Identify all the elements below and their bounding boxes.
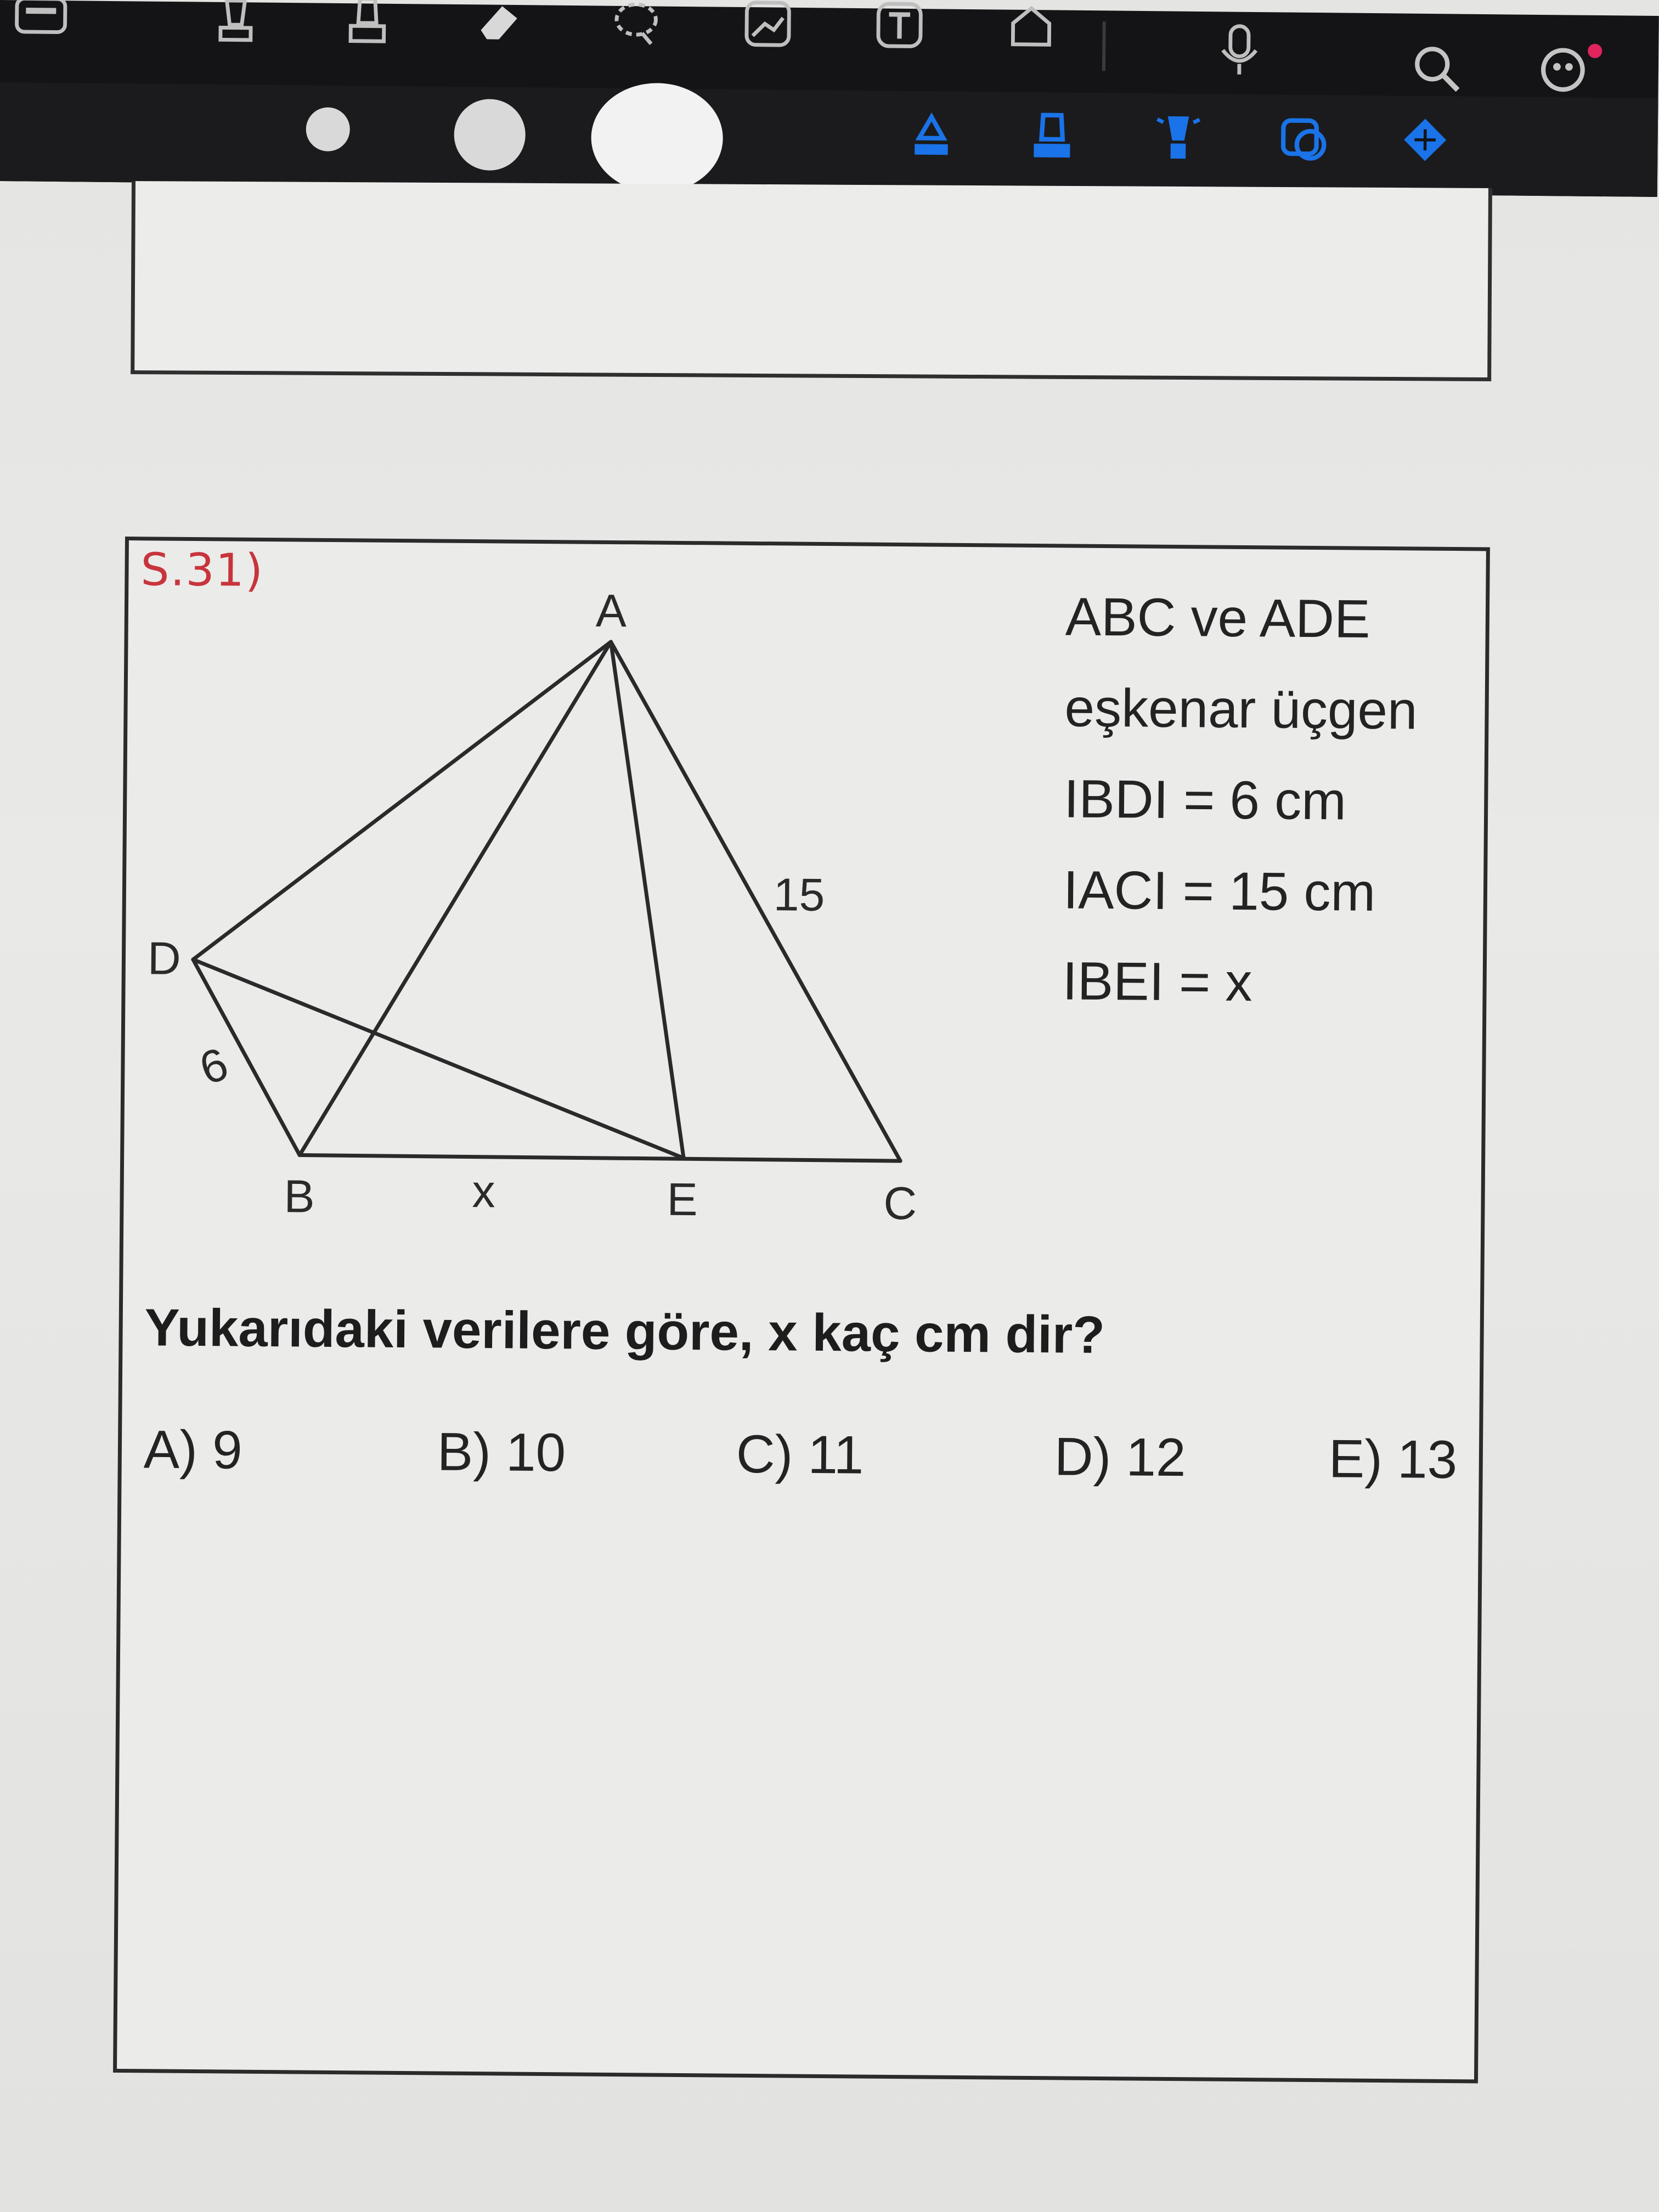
microphone-icon[interactable]	[1206, 17, 1273, 83]
recording-indicator	[1588, 44, 1602, 58]
choice-c[interactable]: C) 11	[736, 1423, 864, 1485]
choice-b[interactable]: B) 10	[437, 1421, 566, 1483]
side-label-ac: 15	[773, 868, 825, 921]
segment-ad	[193, 639, 611, 963]
pen-size-large[interactable]	[591, 82, 724, 193]
choice-e[interactable]: E) 13	[1328, 1428, 1458, 1490]
given-line: eşkenar üçgen	[1064, 677, 1418, 741]
pen-size-small[interactable]	[306, 107, 350, 151]
keyboard-icon[interactable]	[8, 0, 74, 50]
segment-ac	[607, 642, 904, 1161]
shapes-icon[interactable]	[998, 0, 1064, 60]
question-card	[113, 537, 1490, 2083]
segment-ab	[300, 640, 611, 1158]
given-line: IACI = 15 cm	[1063, 859, 1376, 922]
segment-bc	[300, 1155, 900, 1161]
previous-question-box	[131, 181, 1492, 381]
lasso-icon[interactable]	[603, 0, 669, 56]
point-label-a: A	[595, 584, 627, 637]
segment-ae	[607, 642, 687, 1158]
highlighter-icon[interactable]	[334, 0, 400, 53]
toolbar-tool-options-row	[0, 82, 1658, 197]
geometry-figure	[123, 540, 952, 1260]
toolbar-main-row	[0, 0, 1659, 98]
toolbar	[0, 0, 1659, 197]
point-label-c: C	[883, 1177, 917, 1229]
given-information	[1062, 571, 1482, 1029]
point-label-e: E	[667, 1173, 698, 1226]
collaboration-icon[interactable]	[1530, 37, 1596, 103]
choice-d[interactable]: D) 12	[1054, 1426, 1186, 1488]
toolbar-separator	[1102, 21, 1106, 71]
fountain-pen-icon[interactable]	[898, 102, 964, 168]
laser-pointer-icon[interactable]	[1145, 104, 1211, 171]
given-line: ABC ve ADE	[1065, 586, 1370, 649]
side-label-be: x	[472, 1165, 496, 1217]
text-icon[interactable]	[866, 0, 933, 58]
tape-icon[interactable]	[1392, 106, 1458, 173]
pen-size-medium[interactable]	[454, 99, 526, 171]
point-label-d: D	[147, 932, 182, 984]
question-number: S.31)	[140, 544, 264, 597]
marker-icon[interactable]	[1019, 103, 1085, 170]
side-label-bd: 6	[193, 1037, 235, 1095]
answer-choices	[143, 1418, 1482, 1505]
shape-tool-icon[interactable]	[1271, 105, 1338, 172]
image-icon[interactable]	[735, 0, 801, 57]
question-prompt: Yukarıdaki verilere göre, x kaç cm dir?	[144, 1298, 1105, 1365]
choice-a[interactable]: A) 9	[143, 1419, 243, 1480]
search-icon[interactable]	[1403, 36, 1470, 102]
segment-de	[191, 960, 685, 1158]
given-line: IBDI = 6 cm	[1063, 768, 1347, 831]
eraser-icon[interactable]	[466, 0, 532, 54]
point-label-b: B	[284, 1170, 315, 1222]
pen-icon[interactable]	[202, 0, 269, 52]
given-line: IBEI = x	[1062, 950, 1252, 1013]
